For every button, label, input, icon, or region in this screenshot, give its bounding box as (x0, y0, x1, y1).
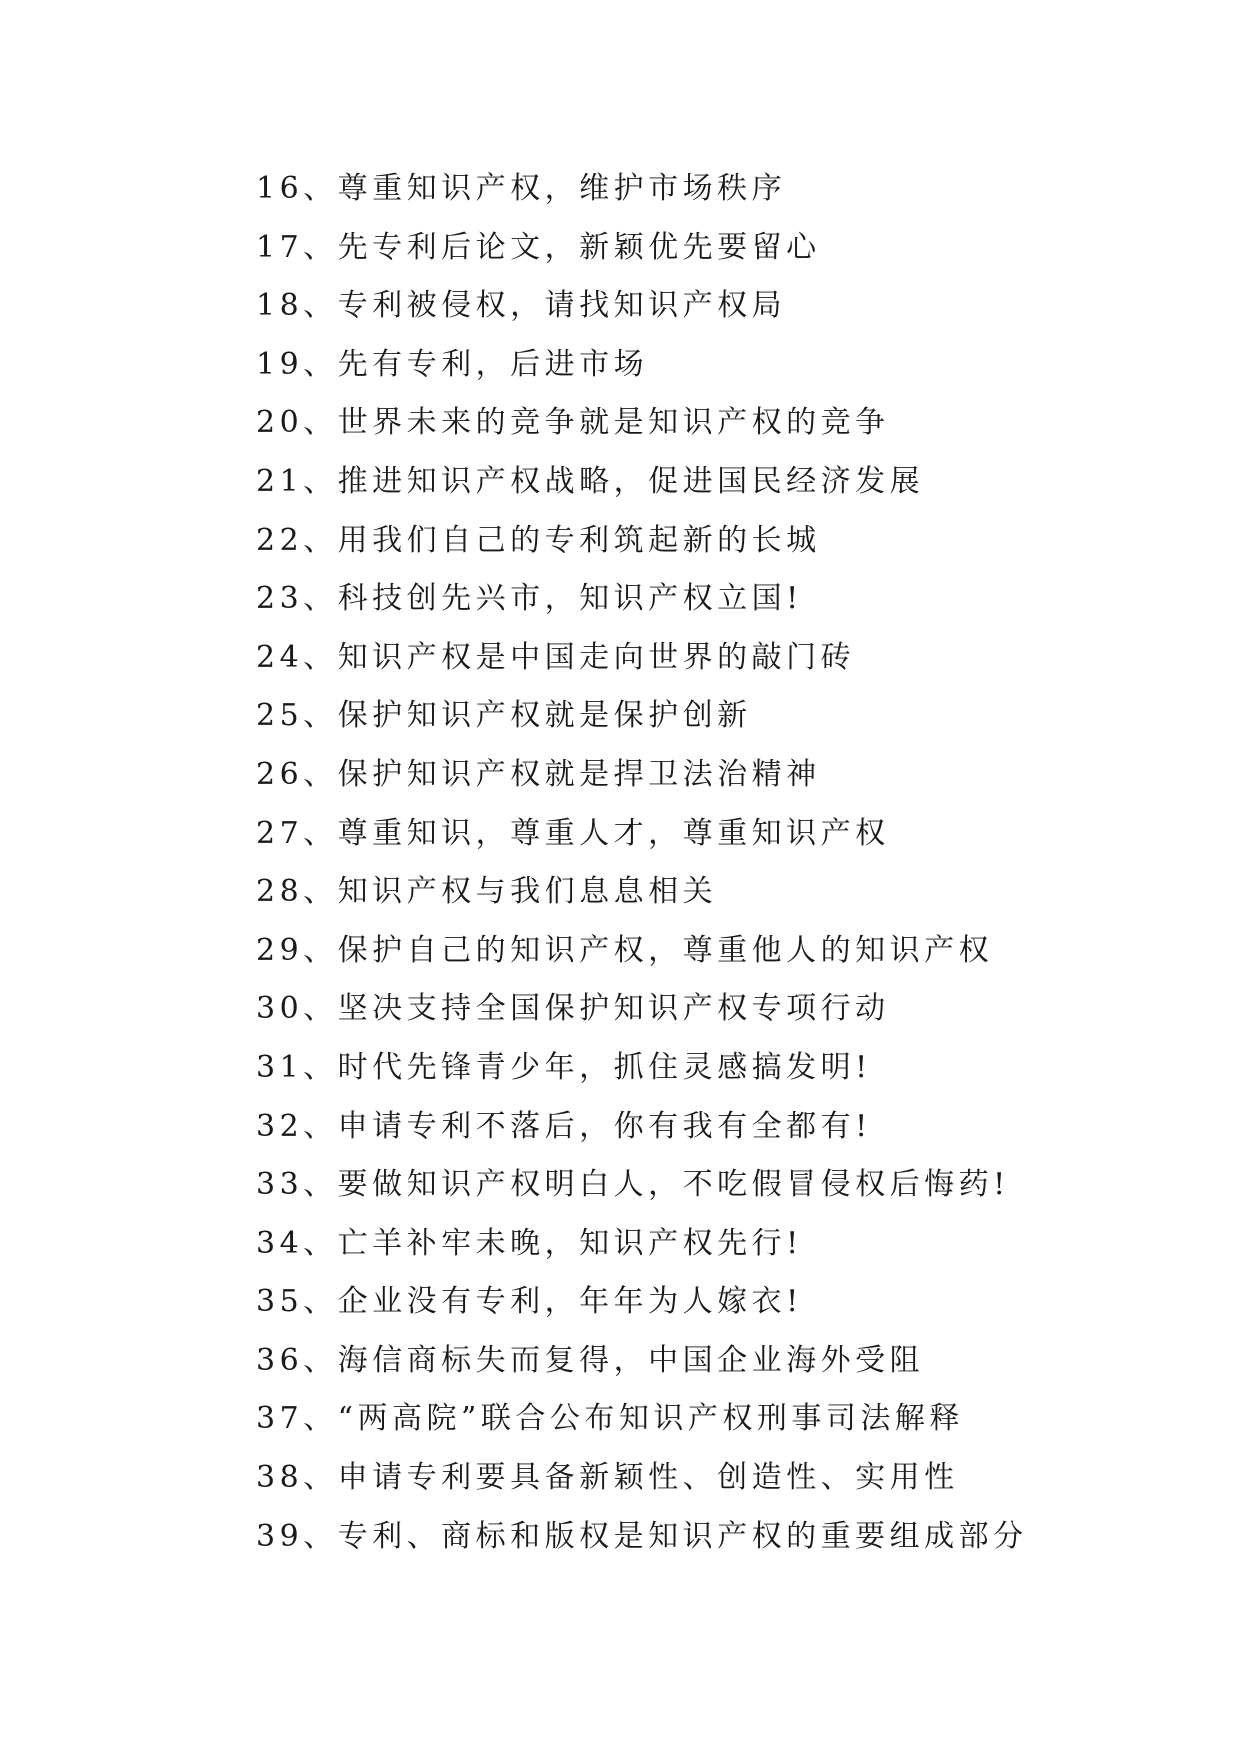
slogan-line: 32、申请专利不落后，你有我有全都有! (256, 1108, 872, 1144)
slogan-line: 19、先有专利，后进市场 (256, 346, 649, 382)
slogan-line: 18、专利被侵权，请找知识产权局 (256, 288, 787, 324)
slogan-line: 38、申请专利要具备新颖性、创造性、实用性 (256, 1460, 959, 1496)
slogan-line: 21、推进知识产权战略，促进国民经济发展 (256, 463, 925, 499)
slogan-line: 17、先专利后论文，新颖优先要留心 (256, 229, 821, 265)
slogan-line: 30、坚决支持全国保护知识产权专项行动 (256, 991, 890, 1027)
slogan-line: 37、“两高院”联合公布知识产权刑事司法解释 (256, 1401, 964, 1437)
slogan-line: 23、科技创先兴市，知识产权立国! (256, 581, 803, 617)
slogan-line: 29、保护自己的知识产权，尊重他人的知识产权 (256, 932, 994, 968)
slogan-line: 20、世界未来的竞争就是知识产权的竞争 (256, 405, 890, 441)
slogan-line: 25、保护知识产权就是保护创新 (256, 698, 752, 734)
slogan-line: 26、保护知识产权就是捍卫法治精神 (256, 756, 821, 792)
slogan-line: 16、尊重知识产权，维护市场秩序 (256, 171, 787, 206)
slogan-line: 22、用我们自己的专利筑起新的长城 (256, 522, 821, 558)
slogan-line: 28、知识产权与我们息息相关 (256, 874, 718, 910)
slogan-line: 39、专利、商标和版权是知识产权的重要组成部分 (256, 1518, 1028, 1554)
slogan-line: 33、要做知识产权明白人，不吃假冒侵权后悔药! (256, 1167, 1010, 1203)
slogan-line: 27、尊重知识，尊重人才，尊重知识产权 (256, 815, 890, 851)
slogan-line: 36、海信商标失而复得，中国企业海外受阻 (256, 1342, 925, 1378)
slogan-list (256, 160, 1216, 1566)
slogan-line: 34、亡羊补牢未晚，知识产权先行! (256, 1225, 803, 1261)
slogan-line: 35、企业没有专利，年年为人嫁衣! (256, 1284, 803, 1320)
slogan-line: 31、时代先锋青少年，抓住灵感搞发明! (256, 1049, 872, 1085)
slogan-line: 24、知识产权是中国走向世界的敲门砖 (256, 639, 856, 675)
